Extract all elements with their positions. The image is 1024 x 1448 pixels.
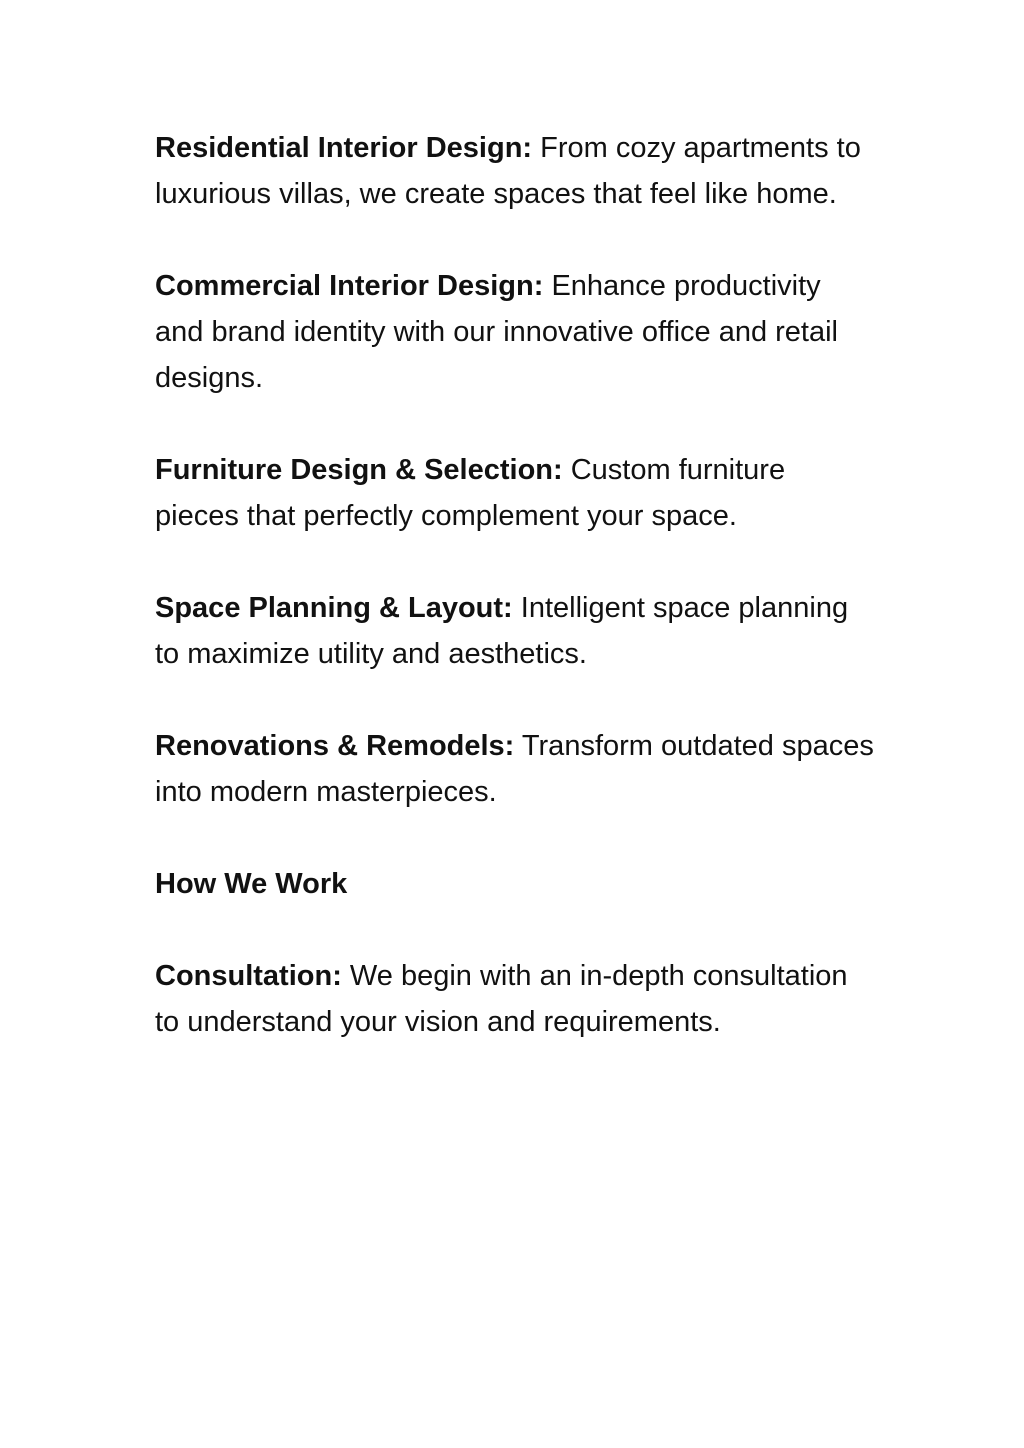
service-title: Space Planning & Layout: bbox=[155, 592, 513, 624]
service-commercial bbox=[155, 263, 875, 401]
service-description: From cozy apartments to luxurious villas, we create spaces that feel like home. bbox=[155, 132, 861, 210]
service-title: Renovations & Remodels: bbox=[155, 730, 515, 762]
service-description: Custom furniture pieces that perfectly complement your space. bbox=[155, 454, 786, 532]
service-residential bbox=[155, 125, 875, 217]
step-consultation bbox=[155, 953, 875, 1045]
service-renovations bbox=[155, 723, 875, 815]
service-description: Enhance productivity and brand identity with our innovative office and retail designs. bbox=[155, 270, 839, 394]
service-title: Furniture Design & Selection: bbox=[155, 454, 563, 486]
service-space-planning bbox=[155, 585, 875, 677]
service-title: Residential Interior Design: bbox=[155, 132, 533, 164]
step-description: We begin with an in-depth consultation to understand your vision and requirements. bbox=[155, 960, 848, 1038]
service-furniture bbox=[155, 447, 875, 539]
step-title: Consultation: bbox=[155, 960, 342, 992]
service-title: Commercial Interior Design: bbox=[155, 270, 544, 302]
document-page bbox=[155, 125, 875, 1091]
how-we-work-heading: How We Work bbox=[155, 868, 348, 900]
service-description: Intelligent space planning to maximize utility and aesthetics. bbox=[155, 592, 849, 670]
service-description: Transform outdated spaces into modern masterpieces. bbox=[155, 730, 874, 808]
